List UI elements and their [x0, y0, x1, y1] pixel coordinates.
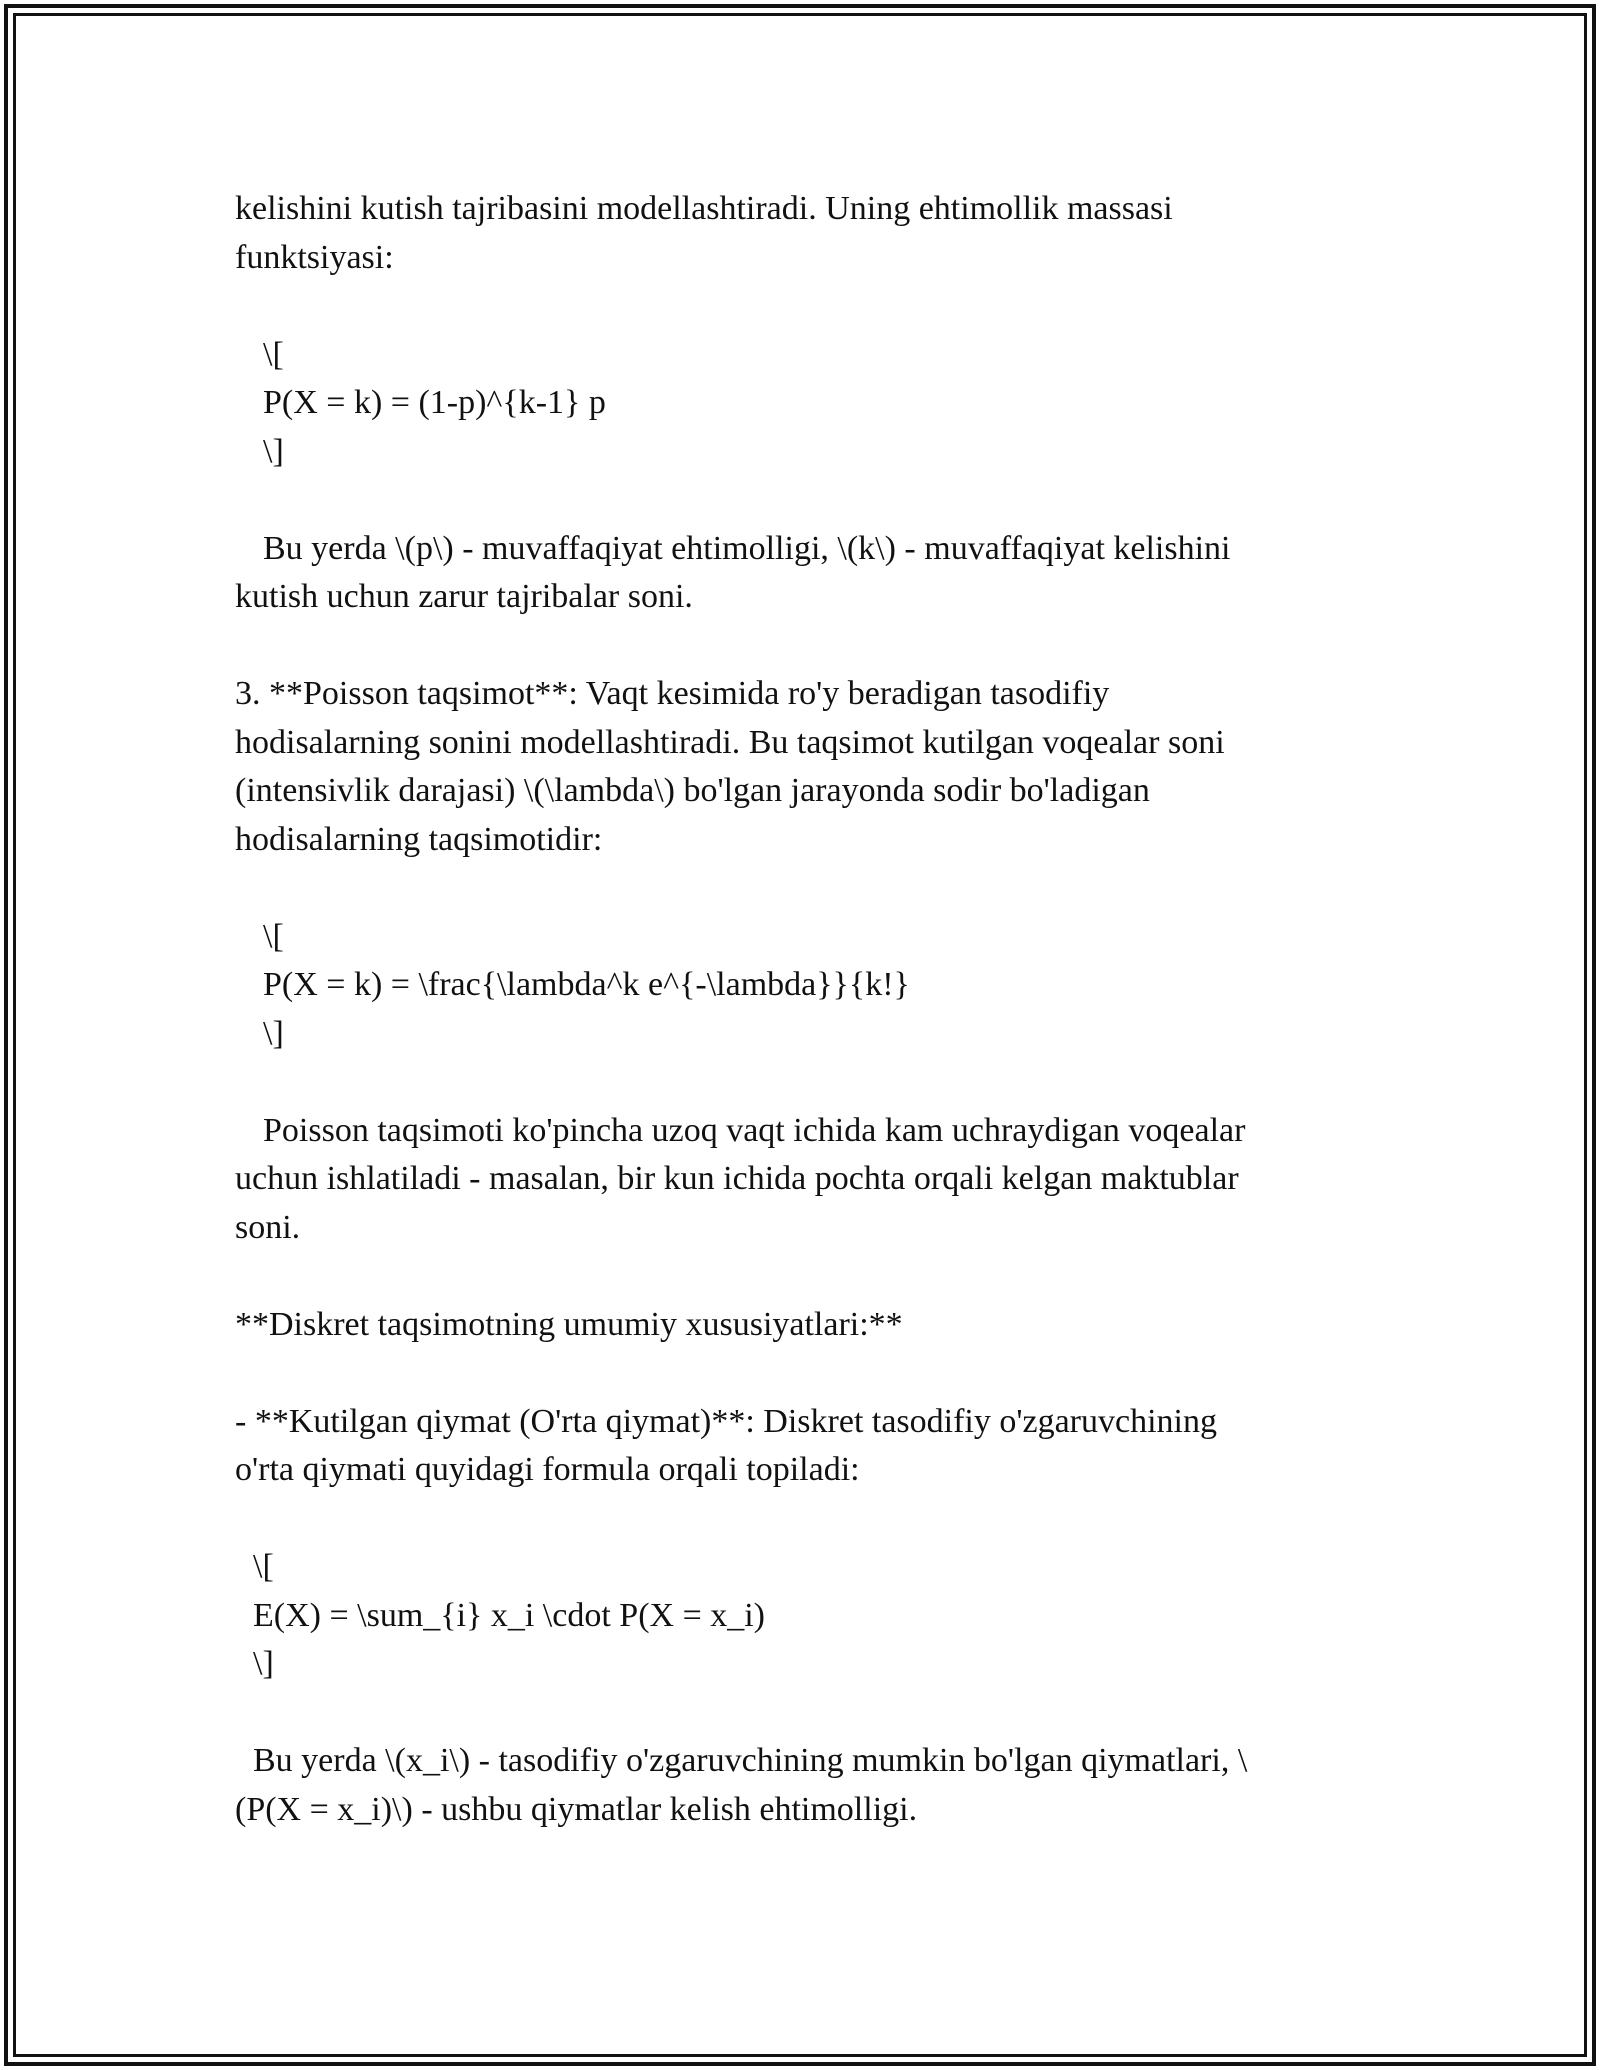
formula-close: \]	[263, 1014, 284, 1052]
text-line: o'rta qiymati quyidagi formula orqali topiladi:	[235, 1451, 860, 1488]
properties-heading: **Diskret taqsimotning umumiy xususiyatlari:**	[235, 1305, 903, 1343]
text-line: Bu yerda \(p\) - muvaffaqiyat ehtimolligi, \(k\) - muvaffaqiyat kelishini	[263, 529, 1231, 567]
text-line: hodisalarning sonini modellashtiradi. Bu taqsimot kutilgan voqealar soni	[235, 723, 1225, 761]
spacer	[235, 1349, 1355, 1398]
text-line: kelishini kutish tajribasini modellashtiradi. Uning ehtimollik massasi	[235, 190, 1173, 227]
poisson-formula	[235, 913, 1355, 1059]
spacer	[235, 1495, 1355, 1544]
text-line: (intensivlik darajasi) \(\lambda\) bo'lgan jarayonda sodir bo'ladigan	[235, 772, 1150, 809]
spacer	[235, 282, 1355, 331]
geometric-note-paragraph	[235, 525, 1355, 622]
formula-body: P(X = k) = \frac{\lambda^k e^{-\lambda}}{k!}	[263, 966, 910, 1003]
spacer	[235, 1058, 1355, 1107]
text-line: Poisson taqsimoti ko'pincha uzoq vaqt ichida kam uchraydigan voqealar	[263, 1111, 1246, 1149]
geometric-intro-paragraph	[235, 185, 1355, 282]
geometric-formula	[235, 331, 1355, 477]
formula-open: \[	[263, 335, 284, 373]
text-line: 3. **Poisson taqsimot**: Vaqt kesimida ro'y beradigan tasodifiy	[235, 675, 1110, 712]
text-line: uchun ishlatiladi - masalan, bir kun ichida pochta orqali kelgan maktublar	[235, 1160, 1239, 1197]
expected-value-formula	[235, 1543, 1355, 1689]
poisson-note-paragraph	[235, 1107, 1355, 1253]
text-line: (P(X = x_i)\) - ushbu qiymatlar kelish ehtimolligi.	[235, 1790, 918, 1828]
formula-close: \]	[263, 432, 284, 470]
text-line: hodisalarning taqsimotidir:	[235, 820, 603, 858]
spacer	[235, 622, 1355, 671]
expected-intro-paragraph	[235, 1398, 1355, 1495]
spacer	[235, 476, 1355, 525]
formula-body: E(X) = \sum_{i} x_i \cdot P(X = x_i)	[253, 1596, 766, 1634]
spacer	[235, 1252, 1355, 1301]
formula-body: P(X = k) = (1-p)^{k-1} p	[263, 384, 606, 421]
spacer	[235, 864, 1355, 913]
text-line: - **Kutilgan qiymat (O'rta qiymat)**: Diskret tasodifiy o'zgaruvchining	[235, 1402, 1217, 1440]
text-line: soni.	[235, 1208, 301, 1246]
formula-close: \]	[253, 1645, 274, 1682]
formula-open: \[	[263, 917, 284, 955]
expected-note-paragraph	[235, 1737, 1355, 1834]
text-line: funktsiyasi:	[235, 238, 394, 276]
document-body	[235, 185, 1355, 1834]
text-line: kutish uchun zarur tajribalar soni.	[235, 578, 693, 615]
formula-open: \[	[253, 1548, 274, 1585]
spacer	[235, 1689, 1355, 1738]
text-line: Bu yerda \(x_i\) - tasodifiy o'zgaruvchining mumkin bo'lgan qiymatlari, \	[253, 1742, 1248, 1779]
poisson-intro-paragraph	[235, 670, 1355, 864]
